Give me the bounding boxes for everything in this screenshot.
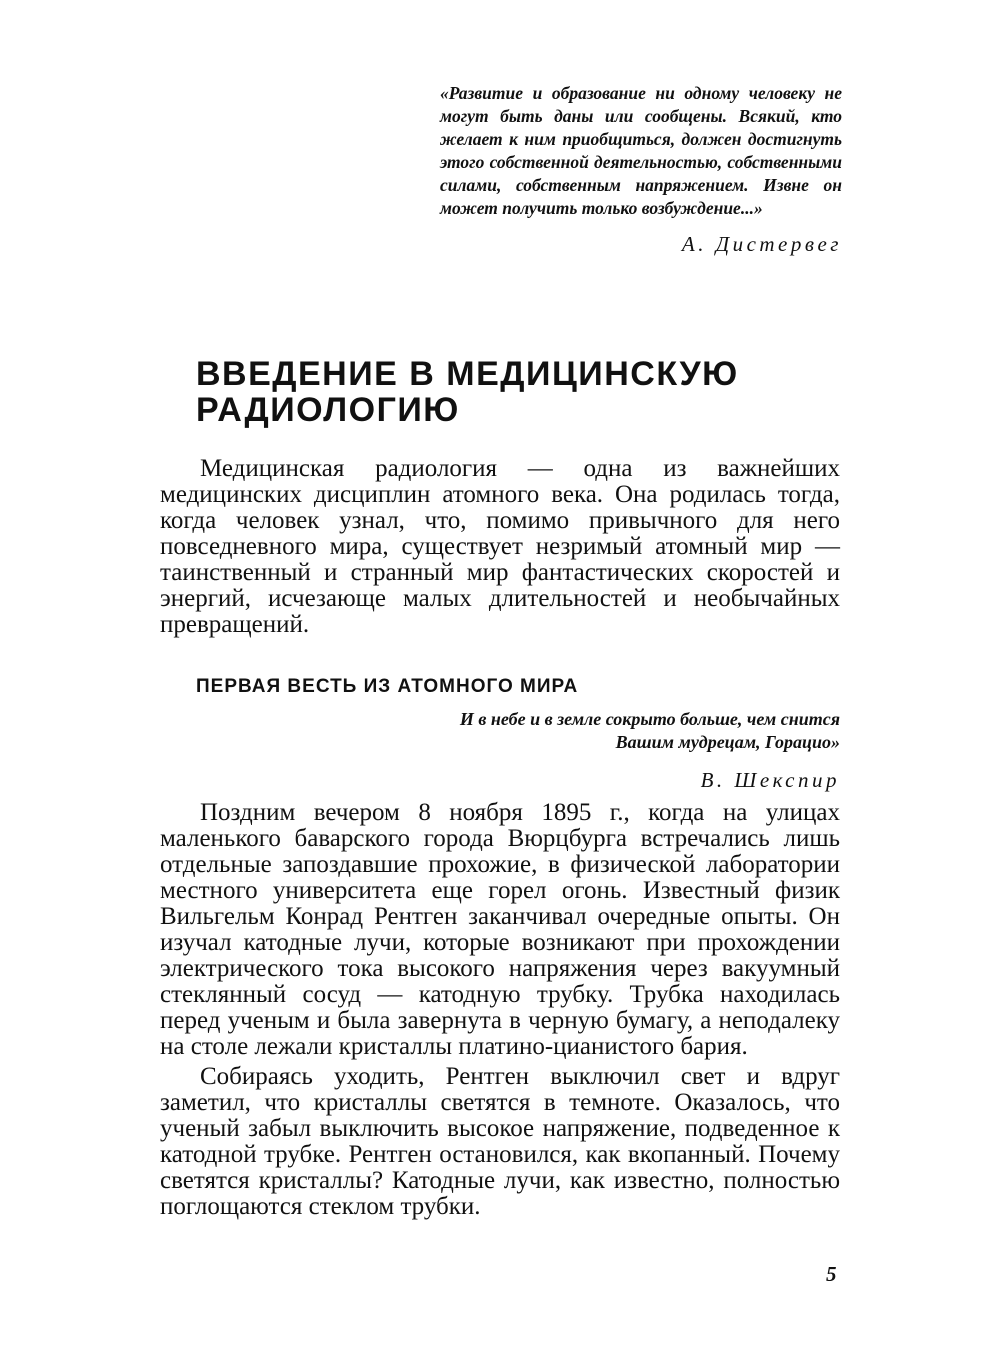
body-paragraph: Поздним вечером 8 ноября 1895 г., когда на улицах маленького баварского города Вюрцбурга встречались лишь отдельные запоздавшие прохожие, в физической лаборатории местного университета еще горел огонь. Известный физик Вильгельм Конрад Рентген заканчивал очередные опыты. Он изучал катодные лучи, которые возникают при прохождении электрического тока высокого напряжения через вакуумный стеклянный сосуд — катодную трубку. Трубка находилась перед ученым и была завернута в черную бумагу, а неподалеку на столе лежали кристаллы платино-цианистого бария. bbox=[160, 799, 840, 1060]
section-body bbox=[160, 800, 840, 1220]
epigraph-author: А. Дистервег bbox=[681, 232, 842, 256]
section-title: ПЕРВАЯ ВЕСТЬ ИЗ АТОМНОГО МИРА bbox=[196, 676, 579, 697]
chapter-title: ВВЕДЕНИЕ В МЕДИЦИНСКУЮ РАДИОЛОГИЮ bbox=[196, 355, 739, 429]
epigraph-quote: И в небе и в земле сокрыто больше, чем снится Вашим мудрецам, Горацио» bbox=[459, 709, 840, 752]
epigraph-quote: «Развитие и образование ни одному человеку не могут быть даны или сообщены. Всякий, кто желает к ним приобщиться, должен достигнуть этого собственной деятельностью, собственными силами, собственным напряжением. Извне он может получить только возбуждение...» bbox=[440, 83, 842, 218]
body-paragraph: Собираясь уходить, Рентген выключил свет и вдруг заметил, что кристаллы светятся в темноте. Оказалось, что ученый забыл выключить высокое напряжение, подведенное к катодной трубке. Рентген остановился, как вкопанный. Почему светятся кристаллы? Катодные лучи, как известно, полностью поглощаются стеклом трубки. bbox=[160, 1063, 840, 1220]
page-number: 5 bbox=[826, 1262, 837, 1286]
intro-paragraph: Медицинская радиология — одна из важнейших медицинских дисциплин атомного века. Она родилась тогда, когда человек узнал, что, помимо привычного для него повседневного мира, существует незримый атомный мир — таинственный и странный мир фантастических скоростей и энергий, исчезающе малых длительностей и необычайных превращений. bbox=[160, 455, 840, 638]
epigraph-author: В. Шекспир bbox=[700, 768, 840, 792]
epigraph-shakespeare bbox=[440, 708, 840, 793]
epigraph-dysterweg bbox=[440, 82, 842, 257]
